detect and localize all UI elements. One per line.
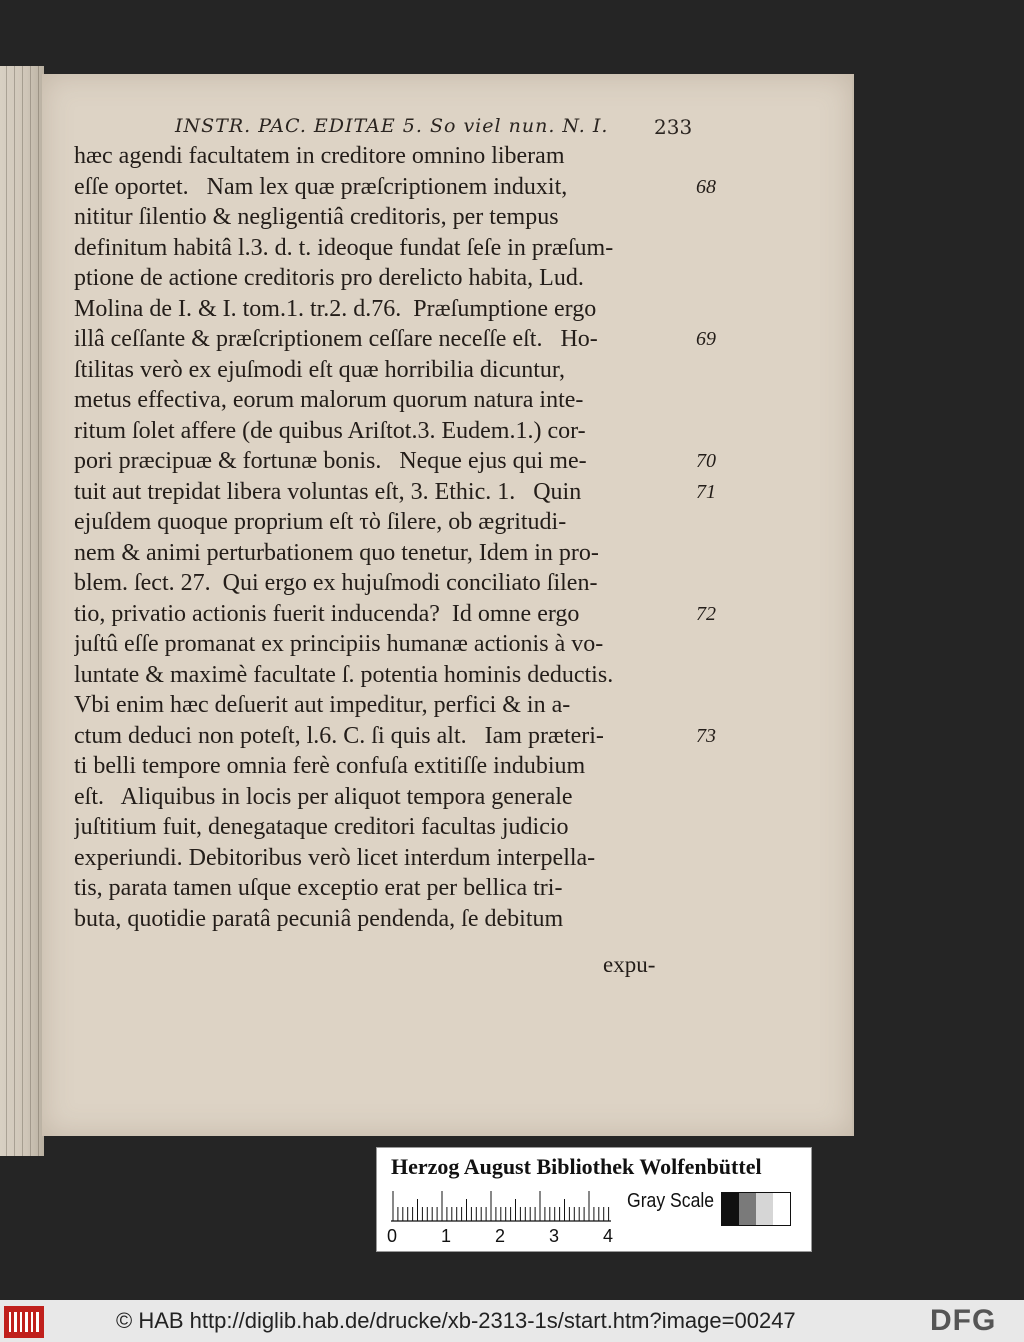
scale-label: 2 [495,1226,506,1246]
library-name: Herzog August Bibliothek Wolfenbüttel [391,1154,762,1179]
gray-swatch [739,1193,756,1225]
text-line: tuit aut trepidat libera voluntas eſt, 3. Ethic. 1. Quin [74,478,582,505]
text-line: illâ ceſſante & præſcriptionem ceſſare neceſſe eſt. Ho- [74,326,598,352]
text-line: definitum habitâ l.3. d. t. ideoque fundat ſeſe in præſum- [74,234,614,261]
scale-label: 0 [387,1226,398,1246]
text-line: ritum ſolet affere (de quibus Ariſtot.3. Eudem.1.) cor- [74,417,586,444]
text-line: ſtilitas verò ex ejuſmodi eſt quæ horribilia dicuntur, [74,356,565,383]
text-line: nititur ſilentio & negligentiâ creditoris, per tempus [74,204,559,230]
text-line: ejuſdem quoque proprium eſt τὸ ſilere, ob ægritudi- [74,509,567,535]
margin-number: 73 [696,724,716,747]
catchword: expu- [603,952,656,977]
margin-number: 71 [696,480,716,503]
text-line: pori præcipuæ & fortunæ bonis. Neque ejus qui me- [74,448,587,474]
running-head: INSTR. PAC. EDITAE 5. So viel nun. N. I. [175,115,609,137]
margin-number: 72 [696,602,716,625]
text-line: blem. ſect. 27. Qui ergo ex hujuſmodi conciliato ſilen- [74,570,598,596]
gray-swatch [773,1193,790,1225]
text-line: Molina de I. & I. tom.1. tr.2. d.76. Præſumptione ergo [74,295,597,322]
scale-ruler [391,1188,611,1222]
viewer-footer [0,1300,1024,1342]
text-line: ptione de actione creditoris pro derelicto habita, Lud. [74,265,584,291]
gray-scale-label: Gray Scale [627,1190,715,1212]
text-line: metus effectiva, eorum malorum quorum natura inte- [74,387,584,413]
barcode-icon [4,1306,44,1338]
text-line: ti belli tempore omnia ferè confuſa extitiſſe indubium [74,753,586,779]
copyright-link[interactable]: © HAB http://diglib.hab.de/drucke/xb-2313-1s/start.htm?image=00247 [116,1308,796,1333]
text-line: Vbi enim hæc deſuerit aut impeditur, perfici & in a- [74,692,571,718]
scale-labels [387,1226,627,1246]
text-line: tio, privatio actionis fuerit inducenda? Id omne ergo [74,600,580,627]
library-color-card [376,1147,812,1252]
margin-number: 68 [696,175,716,198]
text-line: luntate & maximè facultate ſ. potentia hominis deductis. [74,661,614,688]
gray-swatch [722,1193,739,1225]
text-line: nem & animi perturbationem quo tenetur, Idem in pro- [74,539,599,566]
text-line: juſtitium fuit, denegataque creditori facultas judicio [74,814,569,840]
scale-label: 3 [549,1226,560,1246]
scale-label: 1 [441,1226,452,1246]
margin-number: 70 [696,450,716,472]
text-line: ctum deduci non poteſt, l.6. C. ſi quis alt. Iam præteri- [74,722,604,749]
gray-scale-swatches [721,1192,791,1226]
text-line: buta, quotidie paratâ pecuniâ pendenda, ſe debitum [74,905,564,932]
text-line: eſt. Aliquibus in locis per aliquot tempora generale [74,783,573,810]
body-text [74,141,714,934]
text-line: hæc agendi facultatem in creditore omnino liberam [74,143,565,169]
text-line: tis, parata tamen uſque exceptio erat per bellica tri- [74,875,563,901]
text-line: eſſe oportet. Nam lex quæ præſcriptionem induxit, [74,173,568,200]
book-page-edges [0,66,44,1156]
margin-number: 69 [696,328,716,350]
scale-label: 4 [603,1226,614,1246]
page-number: 233 [654,115,693,139]
text-line: experiundi. Debitoribus verò licet interdum interpella- [74,844,596,871]
dfg-logo: DFG [930,1304,997,1337]
gray-swatch [756,1193,773,1225]
text-line: juſtû eſſe promanat ex principiis humanæ actionis à vo- [74,631,604,657]
